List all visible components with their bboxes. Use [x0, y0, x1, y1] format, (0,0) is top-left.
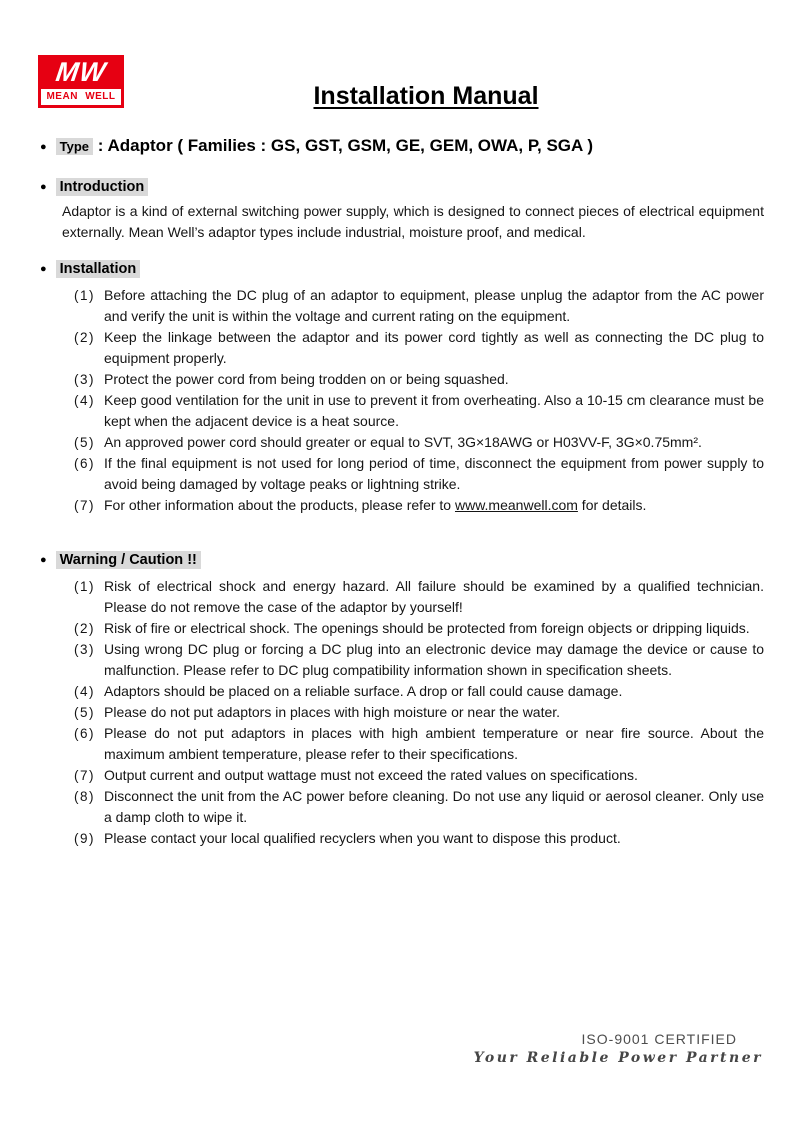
introduction-paragraph: Adaptor is a kind of external switching power supply, which is designed to connect pieces of electrical equipment externally. Mean Well’s adaptor types include industrial, moisture proof, and medical. [62, 203, 764, 240]
item-number: (6) [74, 726, 95, 741]
list-item [74, 723, 764, 765]
item-text: Output current and output wattage must not exceed the rated values on specifications. [104, 767, 638, 783]
list-item [74, 618, 764, 639]
list-item [74, 453, 764, 495]
footer [474, 1031, 763, 1066]
item-number: (8) [74, 789, 95, 804]
item-number: (4) [74, 684, 95, 699]
warning-heading-row [40, 551, 764, 569]
list-item [74, 576, 764, 618]
item-text-prefix: For other information about the products, please refer to [104, 497, 455, 513]
item-text: Please do not put adaptors in places with high moisture or near the water. [104, 704, 561, 720]
bullet-icon: ● [40, 263, 47, 275]
section-warning-caution [40, 551, 764, 849]
list-item [74, 432, 764, 453]
logo-brand-text: MEAN WELL [41, 89, 121, 105]
item-text: Protect the power cord from being trodden on or being squashed. [104, 371, 509, 387]
slogan-text: Your Reliable Power Partner [473, 1050, 763, 1066]
warning-list [40, 576, 764, 849]
installation-heading-row [40, 260, 764, 278]
item-text [104, 495, 764, 516]
item-text-suffix: for details. [577, 497, 647, 513]
item-number: (9) [74, 831, 95, 846]
list-item [74, 765, 764, 786]
item-number: (4) [74, 393, 95, 408]
item-number: (7) [74, 498, 95, 513]
item-number: (3) [74, 372, 95, 387]
list-item [74, 285, 764, 327]
item-text: Risk of fire or electrical shock. The openings should be protected from foreign objects or dripping liquids. [104, 620, 750, 636]
item-text: If the final equipment is not used for long period of time, disconnect the equipment from power supply to avoid being damaged by voltage peaks or lightning strike. [104, 455, 764, 492]
document-body [40, 136, 764, 849]
page-title: Installation Manual [313, 82, 539, 110]
item-text: Adaptors should be placed on a reliable surface. A drop or fall could cause damage. [104, 683, 623, 699]
item-text: Using wrong DC plug or forcing a DC plug into an electronic device may damage the device or cause to malfunction. Please refer to DC plug compatibility information shown in specification sheets. [104, 641, 764, 678]
iso-certified-text: ISO-9001 CERTIFIED [581, 1031, 737, 1047]
mw-monogram-icon: MW [54, 57, 109, 87]
introduction-heading: Introduction [56, 178, 149, 196]
introduction-heading-row [40, 178, 764, 196]
item-text: Risk of electrical shock and energy hazard. All failure should be examined by a qualified technician. Please do not remove the case of the adaptor by yourself! [104, 578, 764, 615]
section-introduction [40, 178, 764, 243]
list-item [74, 702, 764, 723]
type-text [56, 136, 593, 156]
item-text: Keep the linkage between the adaptor and its power cord tightly as well as connecting the DC plug to equipment properly. [104, 329, 764, 366]
bullet-icon: ● [40, 181, 47, 193]
installation-list [40, 285, 764, 516]
item-number: (5) [74, 435, 95, 450]
list-item [74, 639, 764, 681]
type-value: : Adaptor ( Families : GS, GST, GSM, GE, GEM, OWA, P, SGA ) [93, 136, 594, 155]
bullet-icon: ● [40, 554, 47, 566]
item-number: (5) [74, 705, 95, 720]
bullet-icon: ● [40, 141, 47, 153]
item-number: (7) [74, 768, 95, 783]
type-label: Type [56, 138, 93, 155]
list-item [74, 495, 764, 516]
list-item [74, 681, 764, 702]
type-row [40, 136, 764, 156]
item-number: (1) [74, 288, 95, 303]
list-item [74, 327, 764, 369]
item-number: (3) [74, 642, 95, 657]
list-item [74, 786, 764, 828]
item-text: Keep good ventilation for the unit in use to prevent it from overheating. Also a 10-15 cm clearance must be kept when the adjacent device is a heat source. [104, 392, 764, 429]
item-number: (6) [74, 456, 95, 471]
item-number: (2) [74, 621, 95, 636]
item-text: Disconnect the unit from the AC power before cleaning. Do not use any liquid or aerosol cleaner. Only use a damp cloth to wipe it. [104, 788, 764, 825]
warning-heading: Warning / Caution !! [56, 551, 201, 569]
item-number: (1) [74, 579, 95, 594]
list-item [74, 828, 764, 849]
item-number: (2) [74, 330, 95, 345]
item-text: An approved power cord should greater or equal to SVT, 3G×18AWG or H03VV-F, 3G×0.75mm². [104, 434, 702, 450]
section-installation [40, 260, 764, 516]
item-text: Please do not put adaptors in places with high ambient temperature or near fire source. About the maximum ambient temperature, please refer to their specifications. [104, 725, 764, 762]
list-item [74, 369, 764, 390]
installation-heading: Installation [56, 260, 141, 278]
list-item [74, 390, 764, 432]
meanwell-website-link[interactable]: www.meanwell.com [454, 497, 578, 513]
item-text: Before attaching the DC plug of an adaptor to equipment, please unplug the adaptor from the AC power and verify the unit is within the voltage and current rating on the equipment. [104, 287, 764, 324]
item-text: Please contact your local qualified recyclers when you want to dispose this product. [104, 830, 621, 846]
